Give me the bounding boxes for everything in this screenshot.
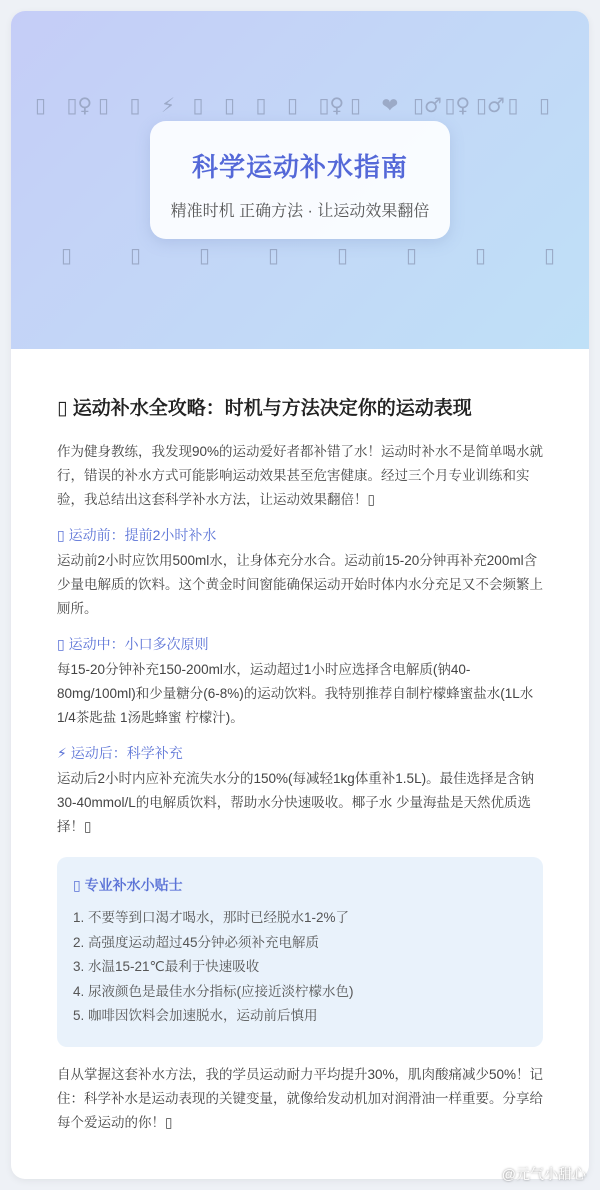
decorative-icon: ▯ [350, 93, 362, 117]
decorative-icon: ▯ [544, 243, 556, 267]
section-title-text: 运动后：科学补充 [70, 745, 183, 761]
section-body [57, 658, 547, 730]
tip-item: 1. 不要等到口渴才喝水，那时已经脱水1-2%了 [73, 910, 350, 925]
decorative-icon: ▯ [199, 243, 211, 267]
tip-item: 5. 咖啡因饮料会加速脱水，运动前后慎用 [73, 1008, 318, 1023]
header-banner [11, 11, 589, 349]
text-line: 作为健身教练，我发现90%的运动爱好者都补错了水！运动时补水不是简单喝水就 [57, 444, 544, 459]
decorative-icon: ▯ [130, 243, 142, 267]
decorative-icon: ▯ [35, 93, 47, 117]
article-heading-text: 运动补水全攻略：时机与方法决定你的运动表现 [72, 398, 472, 419]
decorative-icon: ▯ [539, 93, 551, 117]
tip-item: 2. 高强度运动超过45分钟必须补充电解质 [73, 934, 320, 950]
section-body [57, 767, 547, 839]
decorative-icon: ▯ [268, 243, 280, 267]
tips-list [73, 906, 527, 1029]
decorative-icon: ⚡ [161, 93, 176, 117]
text-line: 住：科学补水是运动表现的关键变量，就像给发动机加对润滑油一样重要。分享给 [57, 1090, 543, 1106]
page-title: 科学运动补水指南 [191, 152, 408, 182]
decorative-icon-row [11, 93, 589, 121]
tips-icon: ▯ [73, 878, 81, 894]
text-line: 1/4茶匙盐 1汤匙蜂蜜 柠檬汁)。 [57, 710, 244, 725]
lightning-icon: ⚡ [57, 746, 67, 762]
text-line: 运动后2小时内应补充流失水分的150%(每减轻1kg体重补1.5L)。最佳选择是含钠 [57, 771, 535, 786]
section-before-exercise [57, 524, 547, 621]
tip-item: 4. 尿液颜色是最佳水分指标(应接近淡柠檬水色) [73, 983, 354, 999]
decorative-icon: ▯ [475, 243, 487, 267]
text-line: 少量电解质的饮料。这个黄金时间窗能确保运动开始时体内水分充足又不会频繁上 [57, 577, 543, 592]
heading-icon: ▯ [57, 397, 68, 419]
decorative-icon: ▯ [287, 93, 299, 117]
text-line: 每15-20分钟补充150-200ml水，运动超过1小时应选择含电解质(钠40- [57, 662, 471, 677]
decorative-icon: ▯ [406, 243, 418, 267]
decorative-icon: ▯ [255, 93, 267, 117]
tip-item: 3. 水温15-21℃最利于快速吸收 [73, 959, 260, 974]
tips-box [57, 857, 543, 1047]
text-line: 验，我总结出这套科学补水方法，让运动效果翻倍！▯ [57, 492, 375, 507]
article-card [11, 11, 589, 1179]
title-box [150, 121, 450, 239]
section-body [57, 549, 547, 621]
decorative-icon: ▯ [192, 93, 204, 117]
intro-paragraph [57, 440, 547, 512]
text-line: 自从掌握这套补水方法，我的学员运动耐力平均提升30%，肌肉酸痛减少50%！记 [57, 1066, 544, 1082]
decorative-icon: ▯♀ [318, 93, 345, 117]
decorative-icon: ▯ [224, 93, 236, 117]
tips-title-text: 专业补水小贴士 [84, 877, 183, 893]
article-heading [57, 395, 547, 422]
decorative-icon: ❤ [381, 93, 399, 117]
decorative-icon: ▯♂ [476, 93, 505, 117]
section-title [57, 524, 547, 547]
page-subtitle: 精准时机 正确方法 · 让运动效果翻倍 [170, 203, 430, 220]
decorative-icon: ▯ [98, 93, 110, 117]
decorative-icon: ▯ [61, 243, 73, 267]
watermark: @元气小甜心 [501, 1166, 586, 1182]
section-title-text: 运动中：小口多次原则 [68, 636, 209, 652]
article-content [57, 395, 547, 1135]
text-line: 80mg/100ml)和少量糖分(6-8%)的运动饮料。我特别推荐自制柠檬蜂蜜盐水(1L水 [57, 686, 534, 701]
text-line: 行，错误的补水方式可能影响运动效果甚至危害健康。经过三个月专业训练和实 [57, 468, 530, 483]
section-title [57, 633, 547, 656]
section-icon: ▯ [57, 637, 65, 653]
text-line: 厕所。 [57, 601, 98, 616]
decorative-icon: ▯♀ [444, 93, 471, 117]
text-line: 30-40mmol/L的电解质饮料，帮助水分快速吸收。椰子水 少量海盐是天然优质选 [57, 795, 532, 810]
decorative-icon: ▯ [507, 93, 519, 117]
text-line: 择！▯ [57, 819, 92, 834]
section-after-exercise [57, 742, 547, 839]
outro-paragraph [57, 1063, 547, 1135]
decorative-icon: ▯♀ [66, 93, 93, 117]
decorative-icon: ▯ [129, 93, 141, 117]
tips-title [73, 875, 527, 896]
section-icon: ▯ [57, 528, 65, 544]
text-line: 运动前2小时应饮用500ml水，让身体充分水合。运动前15-20分钟再补充200ml含 [57, 553, 538, 568]
section-title-text: 运动前：提前2小时补水 [68, 527, 217, 543]
section-during-exercise [57, 633, 547, 730]
decorative-icon: ▯♂ [413, 93, 442, 117]
decorative-icon-row [11, 243, 589, 271]
decorative-icon: ▯ [337, 243, 349, 267]
section-title [57, 742, 547, 765]
text-line: 每个爱运动的你！▯ [57, 1114, 173, 1130]
